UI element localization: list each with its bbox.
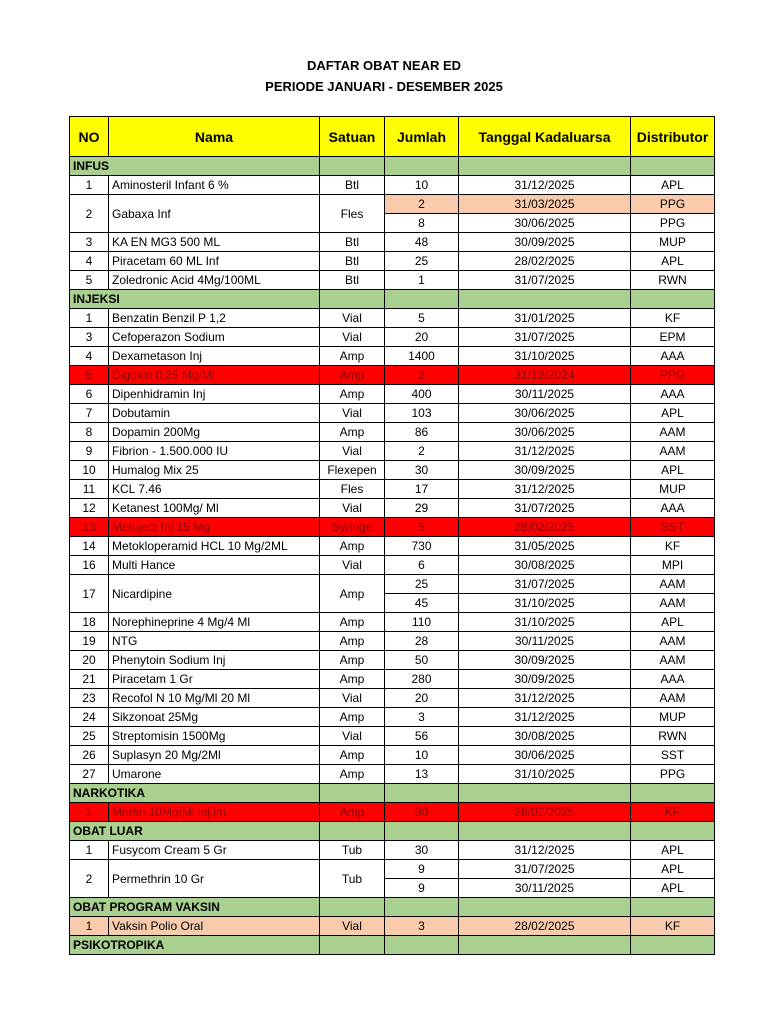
cell-distributor: PPG [631,195,715,214]
cell-tanggal: 31/12/2025 [459,708,631,727]
cell-nama: Recofol N 10 Mg/Ml 20 Ml [109,689,320,708]
cell-distributor: SST [631,518,715,537]
cell-jumlah: 9 [385,860,459,879]
cell-tanggal: 31/12/2025 [459,841,631,860]
section-row [70,898,715,917]
cell-tanggal: 31/10/2025 [459,613,631,632]
section-label: INJEKSI [70,290,320,309]
cell-nama: Permethrin 10 Gr [109,860,320,898]
cell-distributor: APL [631,613,715,632]
cell-no: 13 [70,518,109,537]
table-row [70,632,715,651]
section-empty-cell [385,157,459,176]
cell-jumlah: 48 [385,233,459,252]
cell-distributor: AAM [631,632,715,651]
cell-distributor: EPM [631,328,715,347]
cell-distributor: AAA [631,385,715,404]
cell-no: 1 [70,803,109,822]
table-row [70,518,715,537]
cell-no: 5 [70,366,109,385]
section-row [70,157,715,176]
cell-jumlah: 2 [385,366,459,385]
cell-distributor: APL [631,252,715,271]
section-empty-cell [320,290,385,309]
cell-distributor: AAA [631,670,715,689]
cell-distributor: RWN [631,271,715,290]
cell-jumlah: 30 [385,461,459,480]
cell-satuan: Vial [320,917,385,936]
cell-jumlah: 730 [385,537,459,556]
cell-nama: Phenytoin Sodium Inj [109,651,320,670]
section-empty-cell [320,784,385,803]
table-row [70,366,715,385]
cell-satuan: Btl [320,271,385,290]
cell-distributor: APL [631,404,715,423]
cell-no: 1 [70,176,109,195]
cell-no: 2 [70,195,109,233]
table-row [70,252,715,271]
cell-nama: Fusycom Cream 5 Gr [109,841,320,860]
cell-tanggal: 31/07/2025 [459,328,631,347]
cell-tanggal: 31/12/2025 [459,176,631,195]
cell-distributor: AAM [631,575,715,594]
cell-distributor: PPG [631,214,715,233]
cell-nama: Morfin 10Mg/Ml inj.im [109,803,320,822]
section-label: NARKOTIKA [70,784,320,803]
table-row [70,309,715,328]
cell-jumlah: 6 [385,556,459,575]
cell-distributor: RWN [631,727,715,746]
cell-satuan: Amp [320,613,385,632]
cell-tanggal: 30/09/2025 [459,461,631,480]
table-row [70,727,715,746]
cell-jumlah: 1 [385,271,459,290]
cell-satuan: Btl [320,176,385,195]
table-row [70,670,715,689]
cell-satuan: Vial [320,442,385,461]
cell-jumlah: 86 [385,423,459,442]
table-header-row [70,117,715,157]
cell-satuan: Amp [320,347,385,366]
section-row [70,936,715,955]
cell-nama: Sikzonoat 25Mg [109,708,320,727]
cell-distributor: APL [631,879,715,898]
cell-tanggal: 30/06/2025 [459,746,631,765]
cell-no: 10 [70,461,109,480]
cell-nama: Fibrion - 1.500.000 IU [109,442,320,461]
cell-tanggal: 30/11/2025 [459,879,631,898]
cell-distributor: KF [631,917,715,936]
cell-tanggal: 31/12/2024 [459,366,631,385]
cell-satuan: Vial [320,309,385,328]
table-row [70,708,715,727]
cell-nama: Multi Hance [109,556,320,575]
table-row [70,613,715,632]
cell-satuan: Syringe [320,518,385,537]
cell-tanggal: 30/06/2025 [459,404,631,423]
column-header-satuan: Satuan [320,117,385,157]
section-empty-cell [459,290,631,309]
cell-tanggal: 30/11/2025 [459,385,631,404]
cell-jumlah: 2 [385,195,459,214]
section-empty-cell [385,822,459,841]
cell-no: 18 [70,613,109,632]
cell-satuan: Tub [320,860,385,898]
cell-jumlah: 30 [385,841,459,860]
table-row [70,423,715,442]
section-empty-cell [631,898,715,917]
cell-nama: Nicardipine [109,575,320,613]
cell-satuan: Btl [320,233,385,252]
cell-distributor: MPI [631,556,715,575]
cell-tanggal: 31/07/2025 [459,575,631,594]
cell-satuan: Amp [320,708,385,727]
section-empty-cell [385,898,459,917]
cell-jumlah: 10 [385,176,459,195]
cell-nama: Zoledronic Acid 4Mg/100ML [109,271,320,290]
cell-tanggal: 30/08/2025 [459,556,631,575]
cell-satuan: Fles [320,195,385,233]
cell-jumlah: 400 [385,385,459,404]
cell-satuan: Amp [320,366,385,385]
cell-distributor: AAM [631,442,715,461]
cell-nama: Cefoperazon Sodium [109,328,320,347]
cell-tanggal: 28/02/2025 [459,252,631,271]
cell-no: 9 [70,442,109,461]
cell-satuan: Amp [320,423,385,442]
table-row [70,556,715,575]
cell-satuan: Tub [320,841,385,860]
cell-jumlah: 28 [385,632,459,651]
cell-satuan: Amp [320,765,385,784]
cell-distributor: KF [631,537,715,556]
cell-distributor: KF [631,309,715,328]
cell-jumlah: 20 [385,328,459,347]
cell-no: 5 [70,271,109,290]
cell-tanggal: 31/12/2025 [459,480,631,499]
cell-satuan: Amp [320,632,385,651]
cell-jumlah: 45 [385,594,459,613]
cell-nama: Aminosteril Infant 6 % [109,176,320,195]
cell-no: 6 [70,385,109,404]
cell-jumlah: 8 [385,214,459,233]
cell-tanggal: 30/11/2025 [459,632,631,651]
cell-satuan: Vial [320,404,385,423]
cell-no: 1 [70,309,109,328]
table-row [70,461,715,480]
cell-no: 21 [70,670,109,689]
column-header-distributor: Distributor [631,117,715,157]
cell-satuan: Vial [320,499,385,518]
cell-tanggal: 30/06/2025 [459,423,631,442]
section-empty-cell [385,290,459,309]
cell-no: 20 [70,651,109,670]
table-row [70,195,715,214]
cell-jumlah: 13 [385,765,459,784]
cell-nama: Gabaxa Inf [109,195,320,233]
section-empty-cell [385,936,459,955]
cell-tanggal: 31/01/2025 [459,309,631,328]
cell-no: 7 [70,404,109,423]
table-row [70,233,715,252]
cell-satuan: Amp [320,385,385,404]
section-empty-cell [631,157,715,176]
cell-satuan: Vial [320,556,385,575]
cell-distributor: MUP [631,233,715,252]
table-row [70,328,715,347]
cell-no: 3 [70,233,109,252]
cell-tanggal: 31/07/2025 [459,271,631,290]
cell-no: 12 [70,499,109,518]
column-header-tanggal: Tanggal Kadaluarsa [459,117,631,157]
cell-distributor: AAA [631,347,715,366]
cell-distributor: APL [631,176,715,195]
table-row [70,537,715,556]
cell-satuan: Fles [320,480,385,499]
cell-nama: KCL 7.46 [109,480,320,499]
cell-tanggal: 31/12/2025 [459,442,631,461]
document-title: DAFTAR OBAT NEAR ED [306,58,462,73]
cell-distributor: APL [631,841,715,860]
cell-tanggal: 30/09/2025 [459,651,631,670]
table-row [70,480,715,499]
cell-no: 19 [70,632,109,651]
cell-nama: Dobutamin [109,404,320,423]
cell-tanggal: 31/07/2025 [459,860,631,879]
cell-distributor: SST [631,746,715,765]
cell-tanggal: 31/10/2025 [459,765,631,784]
column-header-jumlah: Jumlah [385,117,459,157]
cell-distributor: MUP [631,480,715,499]
cell-jumlah: 110 [385,613,459,632]
cell-nama: KA EN MG3 500 ML [109,233,320,252]
cell-satuan: Vial [320,328,385,347]
cell-tanggal: 30/08/2025 [459,727,631,746]
cell-distributor: APL [631,461,715,480]
cell-jumlah: 280 [385,670,459,689]
cell-distributor: AAM [631,594,715,613]
table-row [70,689,715,708]
table-row [70,917,715,936]
cell-tanggal: 31/10/2025 [459,347,631,366]
section-empty-cell [320,936,385,955]
cell-tanggal: 28/02/2025 [459,803,631,822]
cell-satuan: Amp [320,746,385,765]
cell-no: 4 [70,347,109,366]
cell-satuan: Btl [320,252,385,271]
table-row [70,404,715,423]
table-row [70,575,715,594]
cell-nama: Metokloperamid HCL 10 Mg/2ML [109,537,320,556]
cell-distributor: APL [631,860,715,879]
table-row [70,347,715,366]
cell-nama: Benzatin Benzil P 1,2 [109,309,320,328]
cell-nama: Digoxin 0,25 Mg/Ml [109,366,320,385]
cell-nama: Ketanest 100Mg/ Ml [109,499,320,518]
cell-satuan: Amp [320,670,385,689]
cell-no: 14 [70,537,109,556]
section-empty-cell [320,822,385,841]
cell-no: 11 [70,480,109,499]
cell-tanggal: 30/09/2025 [459,233,631,252]
cell-jumlah: 29 [385,499,459,518]
cell-tanggal: 31/10/2025 [459,594,631,613]
table-row [70,651,715,670]
section-empty-cell [320,898,385,917]
section-label: OBAT LUAR [70,822,320,841]
table-row [70,499,715,518]
cell-distributor: AAA [631,499,715,518]
cell-nama: Dipenhidramin Inj [109,385,320,404]
section-label: PSIKOTROPIKA [70,936,320,955]
cell-jumlah: 9 [385,879,459,898]
column-header-no: NO [70,117,109,157]
section-row [70,784,715,803]
cell-satuan: Vial [320,727,385,746]
drug-table [69,116,715,955]
cell-tanggal: 30/06/2025 [459,214,631,233]
cell-jumlah: 3 [385,708,459,727]
document-period: PERIODE JANUARI - DESEMBER 2025 [265,79,503,94]
cell-nama: Vaksin Polio Oral [109,917,320,936]
cell-jumlah: 25 [385,575,459,594]
cell-no: 27 [70,765,109,784]
cell-satuan: Amp [320,803,385,822]
cell-no: 8 [70,423,109,442]
cell-nama: Norephineprine 4 Mg/4 Ml [109,613,320,632]
cell-jumlah: 3 [385,917,459,936]
cell-no: 16 [70,556,109,575]
cell-jumlah: 2 [385,442,459,461]
cell-nama: Dexametason Inj [109,347,320,366]
cell-jumlah: 30 [385,803,459,822]
cell-jumlah: 10 [385,746,459,765]
table-row [70,176,715,195]
section-empty-cell [459,898,631,917]
section-empty-cell [459,936,631,955]
cell-satuan: Vial [320,689,385,708]
cell-distributor: AAM [631,423,715,442]
cell-tanggal: 31/03/2025 [459,195,631,214]
section-label: INFUS [70,157,320,176]
cell-distributor: KF [631,803,715,822]
cell-tanggal: 31/12/2025 [459,689,631,708]
table-row [70,271,715,290]
section-empty-cell [631,290,715,309]
section-row [70,290,715,309]
section-empty-cell [320,157,385,176]
cell-nama: Streptomisin 1500Mg [109,727,320,746]
section-empty-cell [385,784,459,803]
cell-distributor: AAM [631,651,715,670]
cell-nama: Metoject Inj 15 Mg [109,518,320,537]
cell-jumlah: 5 [385,518,459,537]
cell-nama: Dopamin 200Mg [109,423,320,442]
section-empty-cell [459,784,631,803]
table-row [70,746,715,765]
cell-no: 17 [70,575,109,613]
cell-tanggal: 28/02/2025 [459,518,631,537]
cell-jumlah: 56 [385,727,459,746]
cell-nama: Humalog Mix 25 [109,461,320,480]
section-empty-cell [459,822,631,841]
cell-nama: Piracetam 1 Gr [109,670,320,689]
cell-jumlah: 103 [385,404,459,423]
cell-nama: Suplasyn 20 Mg/2Ml [109,746,320,765]
table-row [70,841,715,860]
cell-nama: Umarone [109,765,320,784]
cell-no: 2 [70,860,109,898]
table-row [70,860,715,879]
section-row [70,822,715,841]
section-empty-cell [631,822,715,841]
cell-jumlah: 20 [385,689,459,708]
table-row [70,442,715,461]
cell-jumlah: 17 [385,480,459,499]
cell-jumlah: 25 [385,252,459,271]
cell-satuan: Amp [320,575,385,613]
section-label: OBAT PROGRAM VAKSIN [70,898,320,917]
cell-no: 4 [70,252,109,271]
cell-satuan: Amp [320,537,385,556]
cell-tanggal: 30/09/2025 [459,670,631,689]
cell-no: 24 [70,708,109,727]
cell-distributor: AAM [631,689,715,708]
table-row [70,803,715,822]
cell-tanggal: 31/07/2025 [459,499,631,518]
table-row [70,385,715,404]
section-empty-cell [459,157,631,176]
cell-no: 1 [70,917,109,936]
cell-no: 23 [70,689,109,708]
cell-distributor: MUP [631,708,715,727]
table-row [70,765,715,784]
section-empty-cell [631,936,715,955]
cell-distributor: PPG [631,366,715,385]
cell-tanggal: 31/05/2025 [459,537,631,556]
section-empty-cell [631,784,715,803]
cell-satuan: Flexepen [320,461,385,480]
cell-jumlah: 50 [385,651,459,670]
cell-no: 3 [70,328,109,347]
cell-no: 1 [70,841,109,860]
cell-nama: NTG [109,632,320,651]
table-body [70,157,715,955]
cell-jumlah: 1400 [385,347,459,366]
cell-jumlah: 5 [385,309,459,328]
cell-no: 25 [70,727,109,746]
cell-distributor: PPG [631,765,715,784]
cell-tanggal: 28/02/2025 [459,917,631,936]
column-header-nama: Nama [109,117,320,157]
cell-no: 26 [70,746,109,765]
cell-satuan: Amp [320,651,385,670]
cell-nama: Piracetam 60 ML Inf [109,252,320,271]
